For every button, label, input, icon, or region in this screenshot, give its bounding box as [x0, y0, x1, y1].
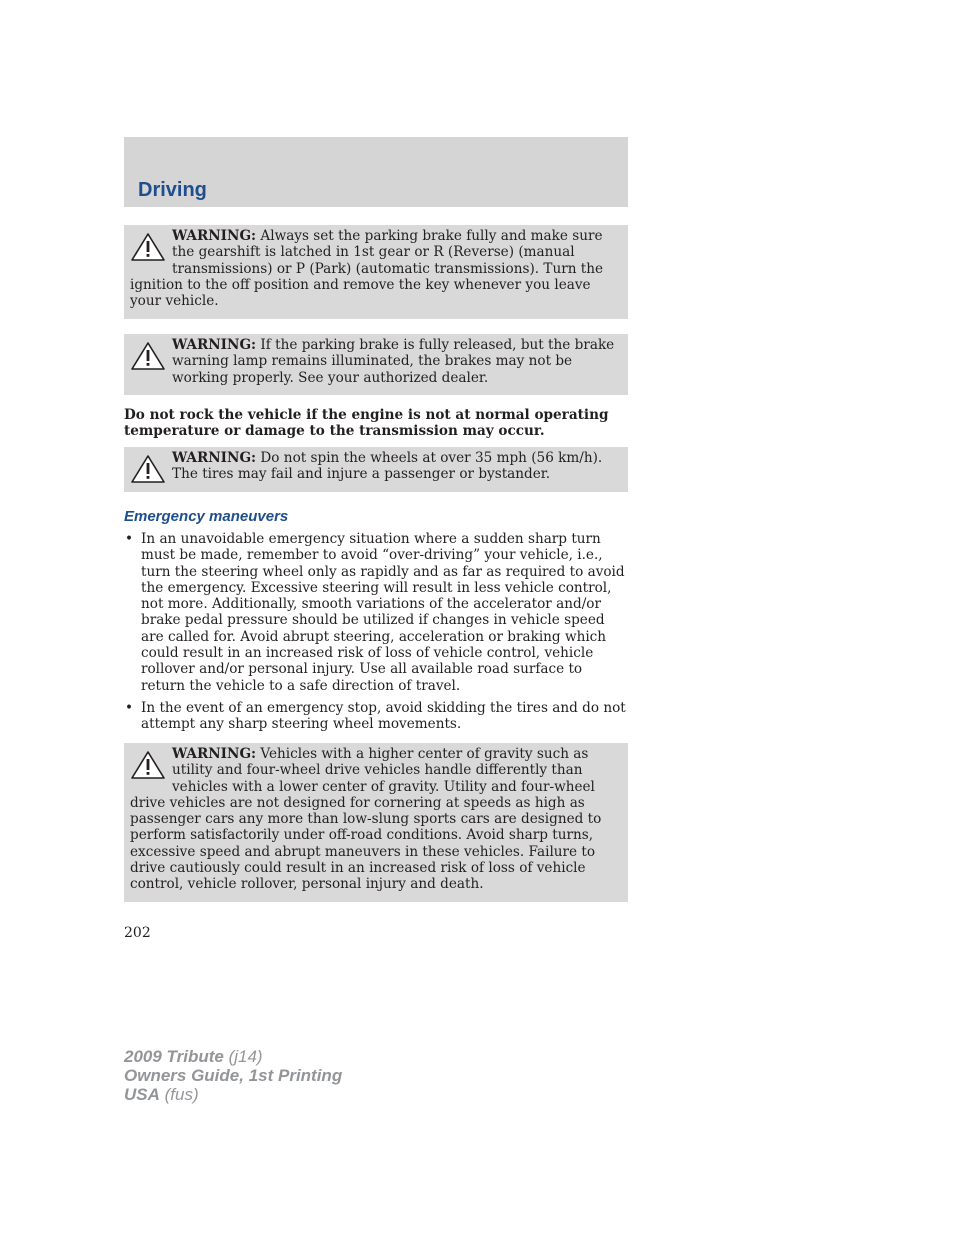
warning-triangle-icon [130, 232, 166, 262]
warning-text: Always set the parking brake fully and make sure the gearshift is latched in 1st gear or R (Reverse) (manual transmissions) or P (Park) (automatic transmissions). Turn the ignition to the off position and remove the key whenever you leave your vehicle. [130, 228, 604, 310]
warning-label: WARNING: [172, 746, 257, 762]
bullet-icon: • [125, 699, 134, 716]
warning-box-2 [124, 334, 628, 395]
bullet-icon: • [125, 531, 134, 547]
list-item-text: In the event of an emergency stop, avoid skidding the tires and do not attempt any sharp steering wheel movements. [141, 699, 626, 733]
footer-market: USA [124, 1085, 160, 1104]
subheading-emergency-maneuvers: Emergency maneuvers [124, 508, 289, 525]
warning-label: WARNING: [172, 228, 257, 244]
warning-triangle-icon [130, 341, 166, 371]
footer-market-code: (fus) [159, 1085, 199, 1104]
footer-line-3 [124, 1085, 342, 1104]
page-number: 202 [124, 925, 151, 941]
warning-triangle-icon [130, 454, 166, 484]
list-item-text: In an unavoidable emergency situation where a sudden sharp turn must be made, remember to avoid “over-driving” your vehicle, i.e., turn the steering wheel only as rapidly and as far as required to avoid the emergency. Excessive steering will result in less vehicle control, not more. Additionally, smooth variations of the accelerator and/or brake pedal pressure should be utilized if changes in vehicle speed are called for. Avoid abrupt steering, acceleration or braking which could result in an increased risk of loss of vehicle control, vehicle rollover and/or personal injury. Use all available road surface to return the vehicle to a safe direction of travel. [141, 531, 625, 694]
warning-box-4 [124, 743, 628, 902]
footer-model: 2009 Tribute [124, 1047, 224, 1066]
warning-text: Do not spin the wheels at over 35 mph (56 km/h). The tires may fail and injure a passenger or bystander. [172, 450, 603, 483]
footer-line-1 [124, 1047, 342, 1066]
warning-box-3 [124, 447, 628, 492]
document-footer [124, 1047, 342, 1104]
footer-line-2 [124, 1066, 342, 1085]
section-header-band [124, 137, 628, 207]
warning-triangle-icon [130, 750, 166, 780]
list-item [124, 531, 628, 694]
section-title: Driving [138, 179, 207, 201]
warning-text: Vehicles with a higher center of gravity such as utility and four-wheel drive vehicles handle differently than vehicles with a lower center of gravity. Utility and four-wheel drive vehicles are not designed for cornering at speeds as high as passenger cars any more than low-slung sports cars are designed to perform satisfactorily under off-road conditions. Avoid sharp turns, excessive speed and abrupt maneuvers in these vehicles. Failure to drive cautiously could result in an increased risk of loss of vehicle control, vehicle rollover, personal injury and death. [130, 746, 602, 893]
footer-model-code: (j14) [223, 1047, 263, 1066]
emergency-bullet-list [124, 531, 628, 739]
warning-box-1 [124, 225, 628, 319]
warning-label: WARNING: [172, 337, 257, 353]
footer-printing: Owners Guide, 1st Printing [124, 1066, 343, 1085]
warning-label: WARNING: [172, 450, 257, 466]
list-item [124, 700, 628, 733]
transmission-notice: Do not rock the vehicle if the engine is not at normal operating temperature or damage to the transmission may occur. [124, 407, 609, 439]
warning-text: If the parking brake is fully released, but the brake warning lamp remains illuminated, the brakes may not be working properly. See your authorized dealer. [172, 337, 615, 386]
